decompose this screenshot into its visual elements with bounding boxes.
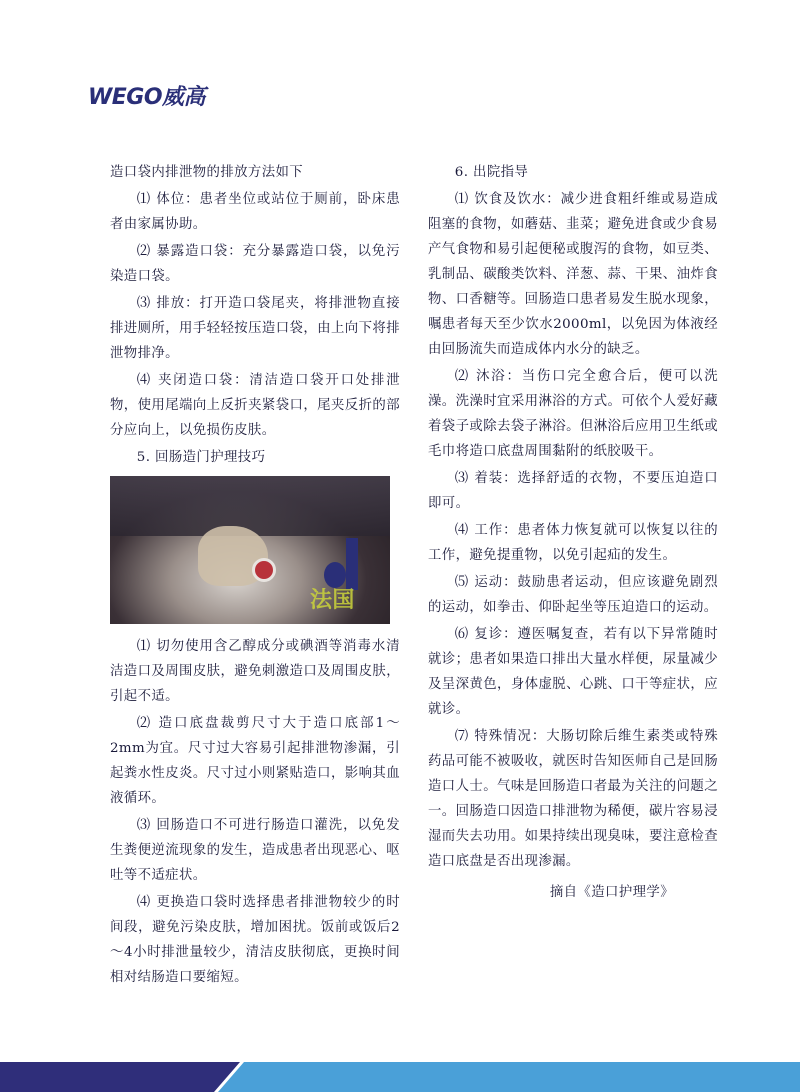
watermark-bar <box>346 538 358 590</box>
section-heading: 5. 回肠造门护理技巧 <box>136 450 266 465</box>
photo-stoma <box>252 558 276 582</box>
list-item: ⑶ 着装：选择舒适的衣物，不要压迫造口即可。 <box>428 471 718 511</box>
list-item: ⑷ 夹闭造口袋：清洁造口袋开口处排泄物，使用尾端向上反折夹紧袋口，尾夹反折的部分应向上，以免损伤皮肤。 <box>110 373 400 438</box>
footer-band <box>0 1054 800 1092</box>
list-item: ⑸ 运动：鼓励患者运动，但应该避免剧烈的运动，如拳击、仰卧起坐等压迫造口的运动。 <box>428 575 718 615</box>
list-item: ⑹ 复诊：遵医嘱复查，若有以下异常随时就诊；患者如果造口排出大量水样便，尿量减少及呈深黄色，身体虚脱、心跳、口干等症状，应就诊。 <box>428 627 718 717</box>
intro-text: 造口袋内排泄物的排放方法如下 <box>110 165 304 180</box>
brand-logo: WEGO威高 <box>88 85 206 110</box>
list-item: ⑴ 体位：患者坐位或站位于厕前，卧床患者由家属协助。 <box>110 192 400 232</box>
list-item: ⑵ 造口底盘裁剪尺寸大于造口底部1～2mm为宜。尺寸过大容易引起排泄物渗漏，引起粪水性皮炎。尺寸过小则紧贴造口，影响其血液循环。 <box>110 716 400 806</box>
list-item: ⑵ 暴露造口袋：充分暴露造口袋，以免污染造口袋。 <box>110 244 400 284</box>
watermark-dot <box>324 562 346 588</box>
list-item: ⑶ 回肠造口不可进行肠造口灌洗，以免发生粪便逆流现象的发生，造成患者出现恶心、呕吐等不适症状。 <box>110 818 400 883</box>
list-item: ⑷ 更换造口袋时选择患者排泄物较少的时间段，避免污染皮肤，增加困扰。饭前或饭后2～4小时排泄量较少，清洁皮肤彻底，更换时间相对结肠造口要缩短。 <box>110 895 400 985</box>
list-item: ⑴ 饮食及饮水：减少进食粗纤维或易造成阻塞的食物，如蘑菇、韭菜；避免进食或少食易产气食物和易引起便秘或腹泻的食物，如豆类、乳制品、碳酸类饮料、洋葱、蒜、干果、油炸食物、口香糖等。回肠造口患者易发生脱水现象，嘱患者每天至少饮水2000ml，以免因为体液经由回肠流失而造成体内水分的缺乏。 <box>428 192 718 357</box>
photo-watermark: 法国 <box>310 588 355 613</box>
footer-dark-band <box>0 1062 240 1092</box>
footer-light-band <box>218 1062 800 1092</box>
photo-drape <box>110 476 390 536</box>
list-item: ⑴ 切勿使用含乙醇成分或碘酒等消毒水清洁造口及周围皮肤，避免刺激造口及周围皮肤，引起不适。 <box>110 639 400 704</box>
footer-shape <box>0 1054 800 1092</box>
list-item: ⑶ 排放：打开造口袋尾夹，将排泄物直接排进厕所，用手轻轻按压造口袋，由上向下将排泄物排净。 <box>110 296 400 361</box>
stoma-care-photo <box>110 476 390 624</box>
list-item: ⑵ 沐浴：当伤口完全愈合后，便可以洗澡。洗澡时宜采用淋浴的方式。可依个人爱好藏着袋子或除去袋子淋浴。但淋浴后应用卫生纸或毛巾将造口底盘周围黏附的纸胶吸干。 <box>428 369 718 459</box>
source-citation: 摘自《造口护理学》 <box>549 885 674 900</box>
list-item: ⑺ 特殊情况：大肠切除后维生素类或特殊药品可能不被吸收，就医时告知医师自己是回肠造口人士。气味是回肠造口者最为关注的问题之一。回肠造口因造口排泄物为稀便，碳片容易浸湿而失去功用。如果持续出现臭味，要注意检查造口底盘是否出现渗漏。 <box>428 729 718 869</box>
list-item: ⑷ 工作：患者体力恢复就可以恢复以往的工作，避免提重物，以免引起疝的发生。 <box>428 523 718 563</box>
section-heading: 6. 出院指导 <box>454 165 529 180</box>
left-column <box>110 160 400 992</box>
right-column <box>428 160 718 907</box>
